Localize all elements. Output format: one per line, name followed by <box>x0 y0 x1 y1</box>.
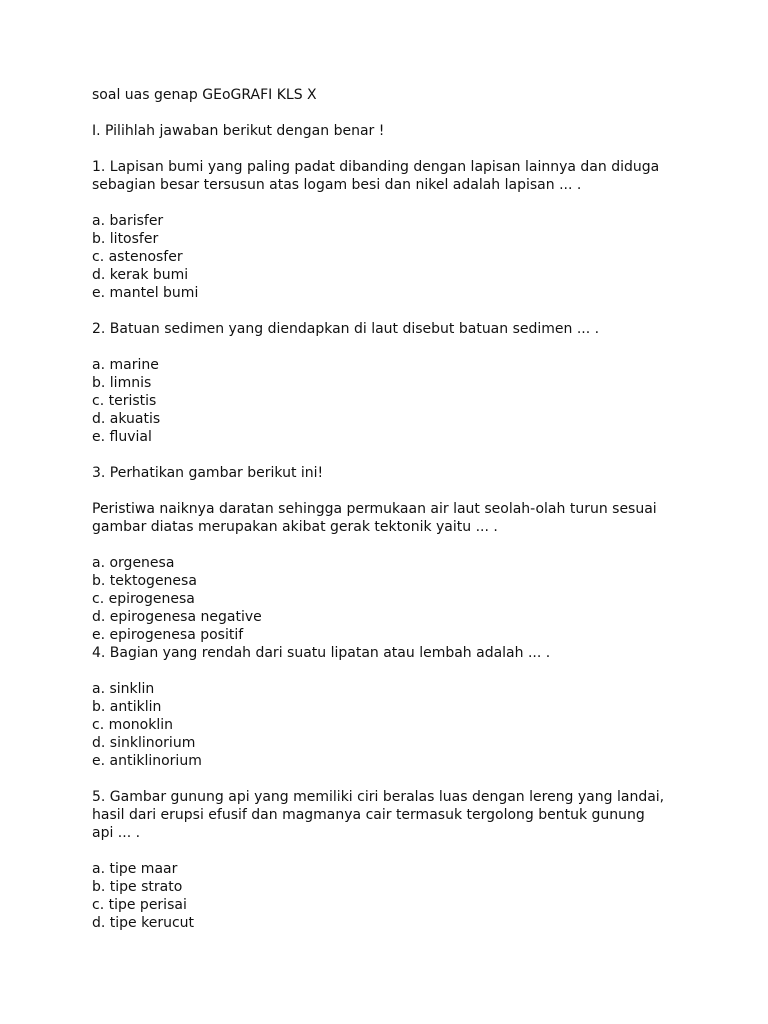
answer-option: a. tipe maar <box>92 861 178 877</box>
question-text: api ... . <box>92 825 141 841</box>
answer-option: b. limnis <box>92 375 152 391</box>
question-3 <box>92 464 732 644</box>
answer-option: c. monoklin <box>92 717 173 733</box>
document-body <box>92 86 732 932</box>
spacer <box>92 140 732 158</box>
answer-option: b. tipe strato <box>92 879 183 895</box>
document-title: soal uas genap GEoGRAFI KLS X <box>92 87 317 103</box>
question-text: 4. Bagian yang rendah dari suatu lipatan atau lembah adalah ... . <box>92 645 551 661</box>
answer-option: e. antiklinorium <box>92 753 202 769</box>
answer-option: b. litosfer <box>92 231 159 247</box>
question-text: 2. Batuan sedimen yang diendapkan di laut disebut batuan sedimen ... . <box>92 321 600 337</box>
spacer <box>92 842 732 860</box>
spacer <box>92 338 732 356</box>
answer-option: c. epirogenesa <box>92 591 195 607</box>
question-text: Peristiwa naiknya daratan sehingga permukaan air laut seolah-olah turun sesuai <box>92 501 657 517</box>
answer-option: a. barisfer <box>92 213 164 229</box>
question-4 <box>92 644 732 770</box>
question-text: 1. Lapisan bumi yang paling padat dibanding dengan lapisan lainnya dan diduga <box>92 159 660 175</box>
spacer <box>92 302 732 320</box>
answer-option: e. fluvial <box>92 429 152 445</box>
question-text: hasil dari erupsi efusif dan magmanya cair termasuk tergolong bentuk gunung <box>92 807 645 823</box>
question-text: gambar diatas merupakan akibat gerak tektonik yaitu ... . <box>92 519 498 535</box>
answer-option: a. sinklin <box>92 681 155 697</box>
answer-option: d. akuatis <box>92 411 161 427</box>
spacer <box>92 194 732 212</box>
spacer <box>92 482 732 500</box>
spacer <box>92 662 732 680</box>
answer-option: d. epirogenesa negative <box>92 609 262 625</box>
answer-option: e. mantel bumi <box>92 285 199 301</box>
answer-option: d. tipe kerucut <box>92 915 195 931</box>
question-1 <box>92 158 732 302</box>
spacer <box>92 770 732 788</box>
question-text: 5. Gambar gunung api yang memiliki ciri beralas luas dengan lereng yang landai, <box>92 789 665 805</box>
answer-option: b. antiklin <box>92 699 162 715</box>
answer-option: c. tipe perisai <box>92 897 187 913</box>
question-5 <box>92 788 732 932</box>
spacer <box>92 536 732 554</box>
answer-option: c. astenosfer <box>92 249 183 265</box>
answer-option: a. orgenesa <box>92 555 175 571</box>
spacer <box>92 104 732 122</box>
answer-option: d. kerak bumi <box>92 267 189 283</box>
spacer <box>92 446 732 464</box>
answer-option: b. tektogenesa <box>92 573 197 589</box>
question-intro: 3. Perhatikan gambar berikut ini! <box>92 465 324 481</box>
answer-option: d. sinklinorium <box>92 735 196 751</box>
question-text: sebagian besar tersusun atas logam besi dan nikel adalah lapisan ... . <box>92 177 582 193</box>
answer-option: c. teristis <box>92 393 157 409</box>
section-instruction: I. Pilihlah jawaban berikut dengan benar ! <box>92 123 385 139</box>
answer-option: a. marine <box>92 357 159 373</box>
answer-option: e. epirogenesa positif <box>92 627 244 643</box>
question-2 <box>92 320 732 446</box>
